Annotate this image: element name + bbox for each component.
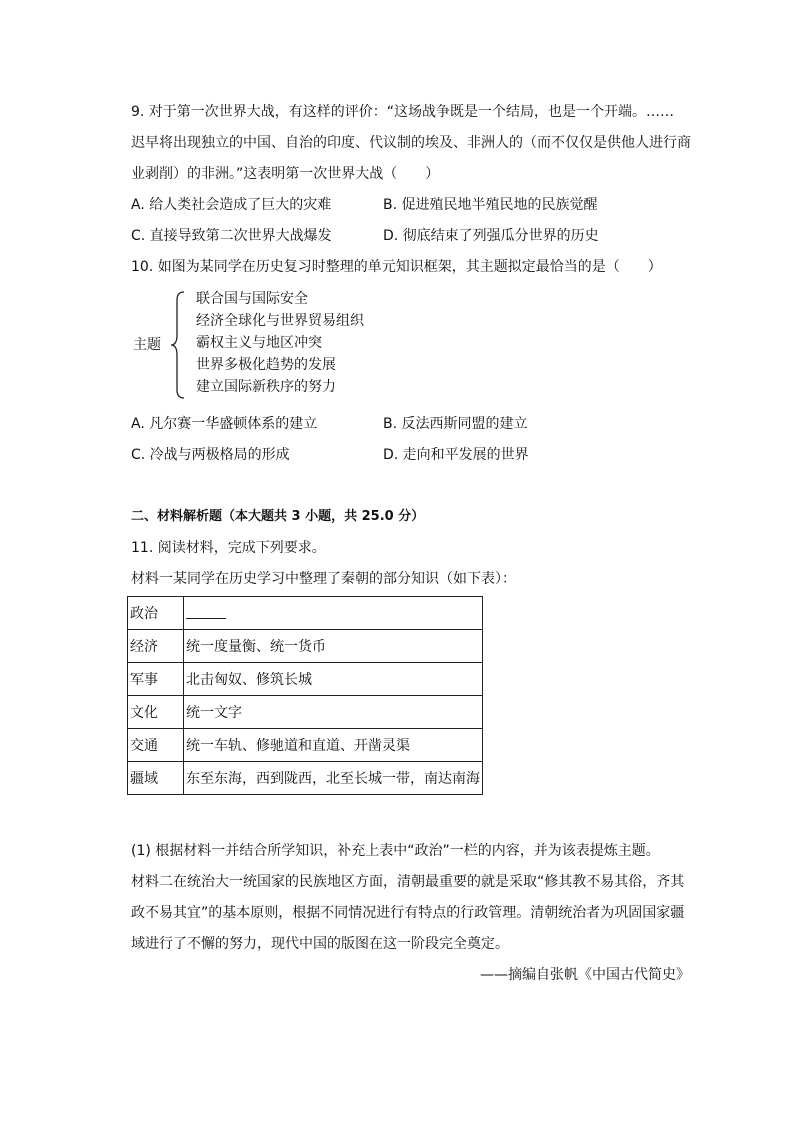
answer-blank[interactable] xyxy=(186,604,226,619)
table-cell-value-blank[interactable] xyxy=(184,597,483,630)
q9-line-1: 9. 对于第一次世界大战，有这样的评价：“这场战争既是一个结局，也是一个开端。…… xyxy=(131,104,675,120)
framework-item: 经济全球化与世界贸易组织 xyxy=(196,313,364,329)
framework-item: 霸权主义与地区冲突 xyxy=(196,335,322,351)
q11-sub-question-1: (1) 根据材料一并结合所学知识，补充上表中“政治”一栏的内容，并为该表提炼主题。 xyxy=(131,843,660,859)
table-cell-value: 统一文字 xyxy=(184,696,483,729)
table-cell-key: 政治 xyxy=(128,597,184,630)
table-cell-key: 交通 xyxy=(128,729,184,762)
q10-option-a: A. 凡尔赛一华盛顿体系的建立 xyxy=(131,416,318,432)
table-row xyxy=(128,762,483,795)
table-row xyxy=(128,729,483,762)
table-row xyxy=(128,597,483,630)
table-cell-key: 经济 xyxy=(128,630,184,663)
table-row xyxy=(128,663,483,696)
q9-option-c: C. 直接导致第二次世界大战爆发 xyxy=(131,228,332,244)
table-cell-key: 疆域 xyxy=(128,762,184,795)
table-row xyxy=(128,630,483,663)
q10-option-d: D. 走向和平发展的世界 xyxy=(383,447,529,463)
knowledge-framework-list xyxy=(196,288,364,398)
q9-option-b: B. 促进殖民地半殖民地的民族觉醒 xyxy=(383,197,598,213)
table-cell-value: 统一车轨、修驰道和直道、开凿灵渠 xyxy=(184,729,483,762)
table-cell-key: 文化 xyxy=(128,696,184,729)
q11-stem: 11. 阅读材料，完成下列要求。 xyxy=(131,540,326,556)
q11-material2-line-1: 材料二在统治大一统国家的民族地区方面，清朝最重要的就是采取“修其教不易其俗，齐其 xyxy=(131,874,685,890)
q10-stem: 10. 如图为某同学在历史复习时整理的单元知识框架，其主题拟定最恰当的是（ ） xyxy=(131,259,662,275)
table-row xyxy=(128,696,483,729)
framework-item: 建立国际新秩序的努力 xyxy=(196,379,336,395)
q10-option-b: B. 反法西斯同盟的建立 xyxy=(383,416,528,432)
framework-item: 联合国与国际安全 xyxy=(196,291,308,307)
q11-material2-line-2: 政不易其宜”的基本原则，根据不同情况进行有特点的行政管理。清朝统治者为巩固国家疆 xyxy=(131,905,685,921)
table-cell-key: 军事 xyxy=(128,663,184,696)
q9-line-3: 业剥削）的非洲。”这表明第一次世界大战（ ） xyxy=(131,166,440,182)
qin-dynasty-table xyxy=(127,596,483,795)
q9-option-a: A. 给人类社会造成了巨大的灾难 xyxy=(131,197,332,213)
section-title: 二、材料解析题（本大题共 3 小题，共 25.0 分） xyxy=(131,509,425,524)
q11-material2-line-3: 域进行了不懈的努力，现代中国的版图在这一阶段完全奠定。 xyxy=(131,936,509,952)
q9-option-d: D. 彻底结束了列强瓜分世界的历史 xyxy=(383,228,599,244)
table-cell-value: 北击匈奴、修筑长城 xyxy=(184,663,483,696)
table-cell-value: 东至东海，西到陇西，北至长城一带，南达南海 xyxy=(184,762,483,795)
q9-line-2: 迟早将出现独立的中国、自治的印度、代议制的埃及、非洲人的（而不仅仅是供他人进行商 xyxy=(131,135,691,151)
framework-item: 世界多极化趋势的发展 xyxy=(196,357,336,373)
q10-option-c: C. 冷战与两极格局的形成 xyxy=(131,447,290,463)
brace-label-theme: 主题 xyxy=(133,337,161,353)
table-cell-value: 统一度量衡、统一货币 xyxy=(184,630,483,663)
q11-material1-intro: 材料一某同学在历史学习中整理了秦朝的部分知识（如下表）： xyxy=(131,571,516,587)
material2-source: ——摘编自张帆《中国古代简史》 xyxy=(480,967,690,983)
curly-brace-icon xyxy=(168,290,188,400)
